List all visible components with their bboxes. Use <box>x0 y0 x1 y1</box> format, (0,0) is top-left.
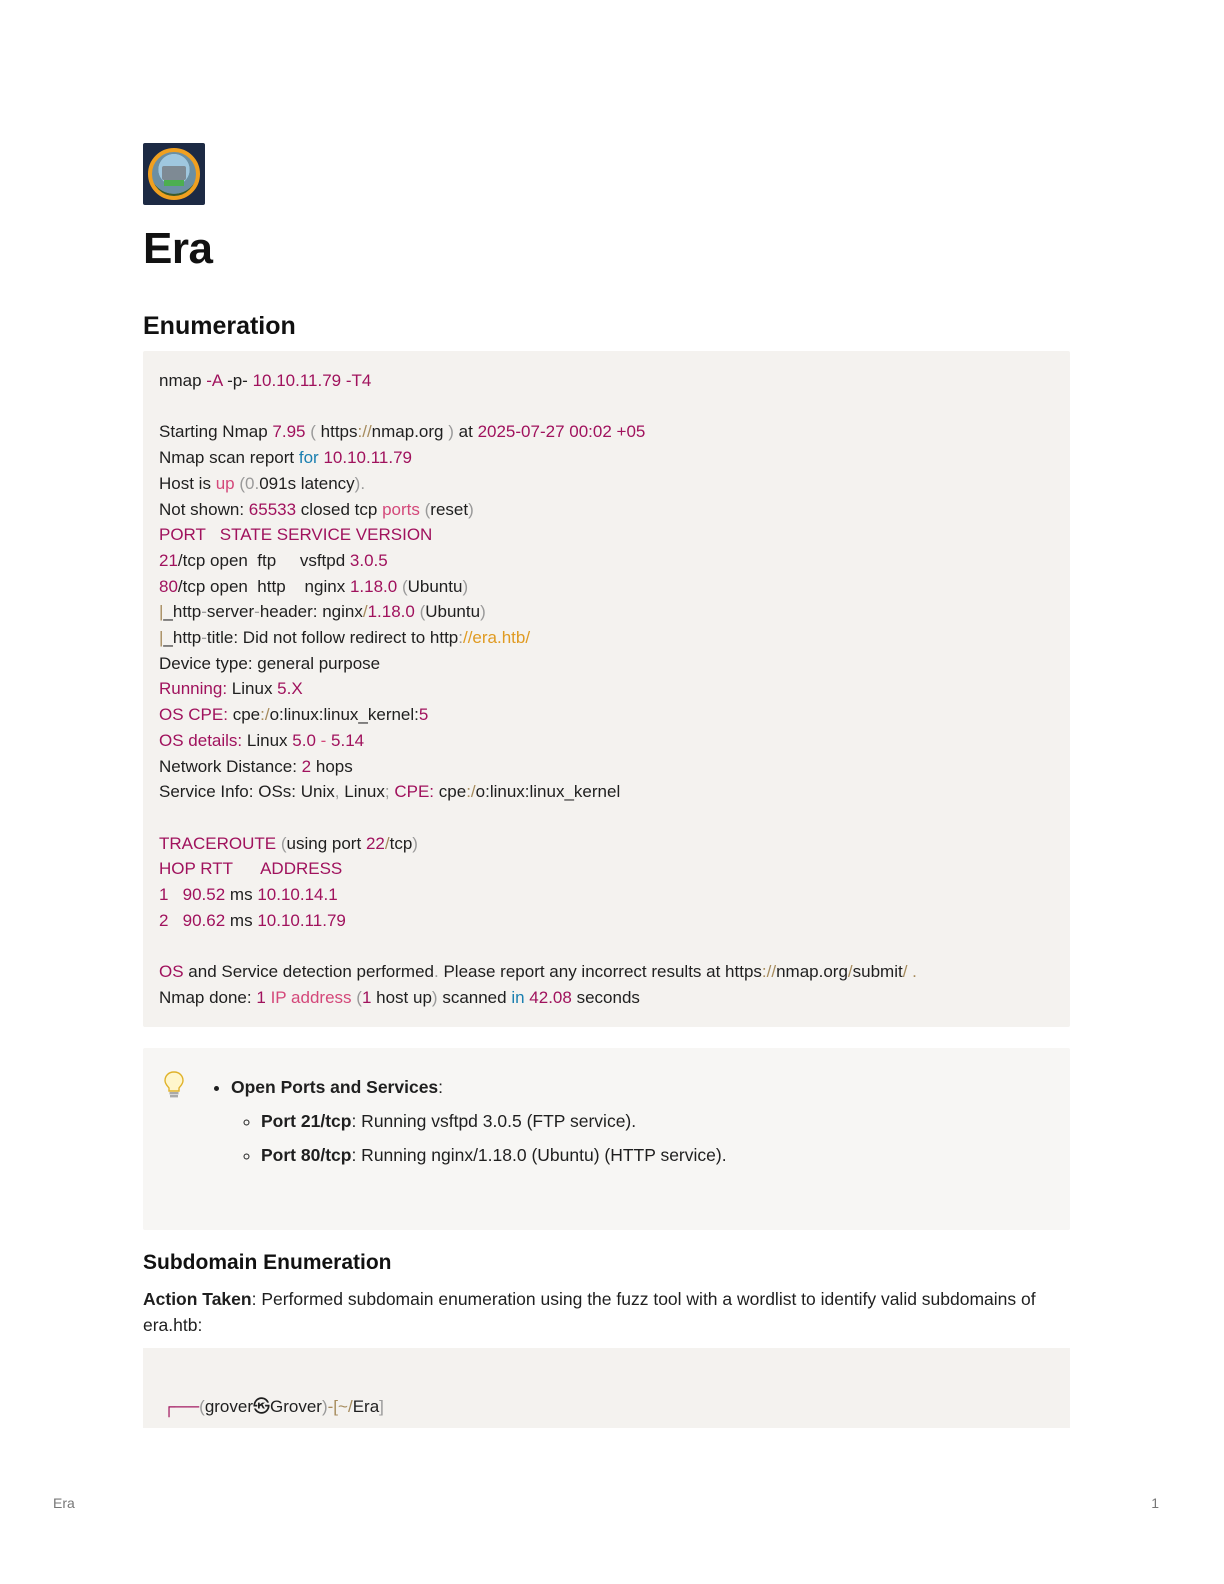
page-number: 1 <box>1151 1495 1159 1511</box>
code-line: HOP RTT ADDRESS <box>159 859 343 879</box>
lightbulb-icon <box>161 1070 187 1172</box>
code-line: nmap -A -p- 10.10.11.79 -T4 <box>159 371 372 390</box>
code-line: PORT STATE SERVICE VERSION <box>159 525 433 545</box>
code-line: 1 90.52 ms 10.10.14.1 <box>159 885 338 905</box>
nmap-code-block[interactable] <box>143 351 1070 1027</box>
code-line: Nmap scan report for 10.10.11.79 <box>159 448 412 468</box>
code-line: |_http-server-header: nginx/1.18.0 (Ubuntu) <box>159 602 486 622</box>
list-item: • Open Ports and Services: ◦ Port 21/tcp: Running vsftpd 3.0.5 (FTP service). ◦ Port 80/tcp: Running nginx/1.18.0 (Ubuntu) (HTTP service). <box>231 1070 727 1172</box>
code-line: Nmap done: 1 IP address (1 host up) scanned in 42.08 seconds <box>159 987 640 1007</box>
code-line: 21/tcp open ftp vsftpd 3.0.5 <box>159 550 388 570</box>
code-line: TRACEROUTE (using port 22/tcp) <box>159 833 418 853</box>
code-line: Starting Nmap 7.95 ( https://nmap.org ) at 2025-07-27 00:02 +05 <box>159 422 646 442</box>
page-title: Era <box>143 224 213 273</box>
footer-title: Era <box>53 1495 75 1511</box>
code-line: Service Info: OSs: Unix, Linux; CPE: cpe:/o:linux:linux_kernel <box>159 782 621 802</box>
section-heading-subdomain: Subdomain Enumeration <box>143 1250 392 1274</box>
code-line: ┌──(grover㉿Grover)-[~/Era] <box>163 1396 384 1416</box>
code-line: Running: Linux 5.X <box>159 679 303 699</box>
era-box-logo <box>143 143 205 205</box>
code-line: |_http-title: Did not follow redirect to http://era.htb/ <box>159 628 531 648</box>
callout-list <box>201 1070 727 1172</box>
code-line: Network Distance: 2 hops <box>159 756 353 776</box>
action-paragraph: Action Taken: Performed subdomain enumeration using the fuzz tool with a wordlist to identify valid subdomains of era.htb: <box>143 1288 1036 1335</box>
code-line: Not shown: 65533 closed tcp ports (reset) <box>159 499 474 519</box>
document-page <box>143 143 1070 1428</box>
code-line: Device type: general purpose <box>159 653 381 673</box>
callout-box <box>143 1048 1070 1230</box>
code-line: 2 90.62 ms 10.10.11.79 <box>159 910 346 930</box>
list-item: ◦ Port 80/tcp: Running nginx/1.18.0 (Ubuntu) (HTTP service). <box>261 1138 727 1172</box>
code-line: 80/tcp open http nginx 1.18.0 (Ubuntu) <box>159 576 469 596</box>
code-line: OS and Service detection performed. Please report any incorrect results at https://nmap.org/submit/ . <box>159 962 917 982</box>
code-line: OS details: Linux 5.0 - 5.14 <box>159 730 365 750</box>
terminal-code-block[interactable] <box>143 1348 1070 1428</box>
code-line: OS CPE: cpe:/o:linux:linux_kernel:5 <box>159 705 429 725</box>
list-item: ◦ Port 21/tcp: Running vsftpd 3.0.5 (FTP service). <box>261 1104 727 1138</box>
code-line: Host is up (0.091s latency). <box>159 473 366 493</box>
section-heading-enumeration: Enumeration <box>143 312 296 340</box>
